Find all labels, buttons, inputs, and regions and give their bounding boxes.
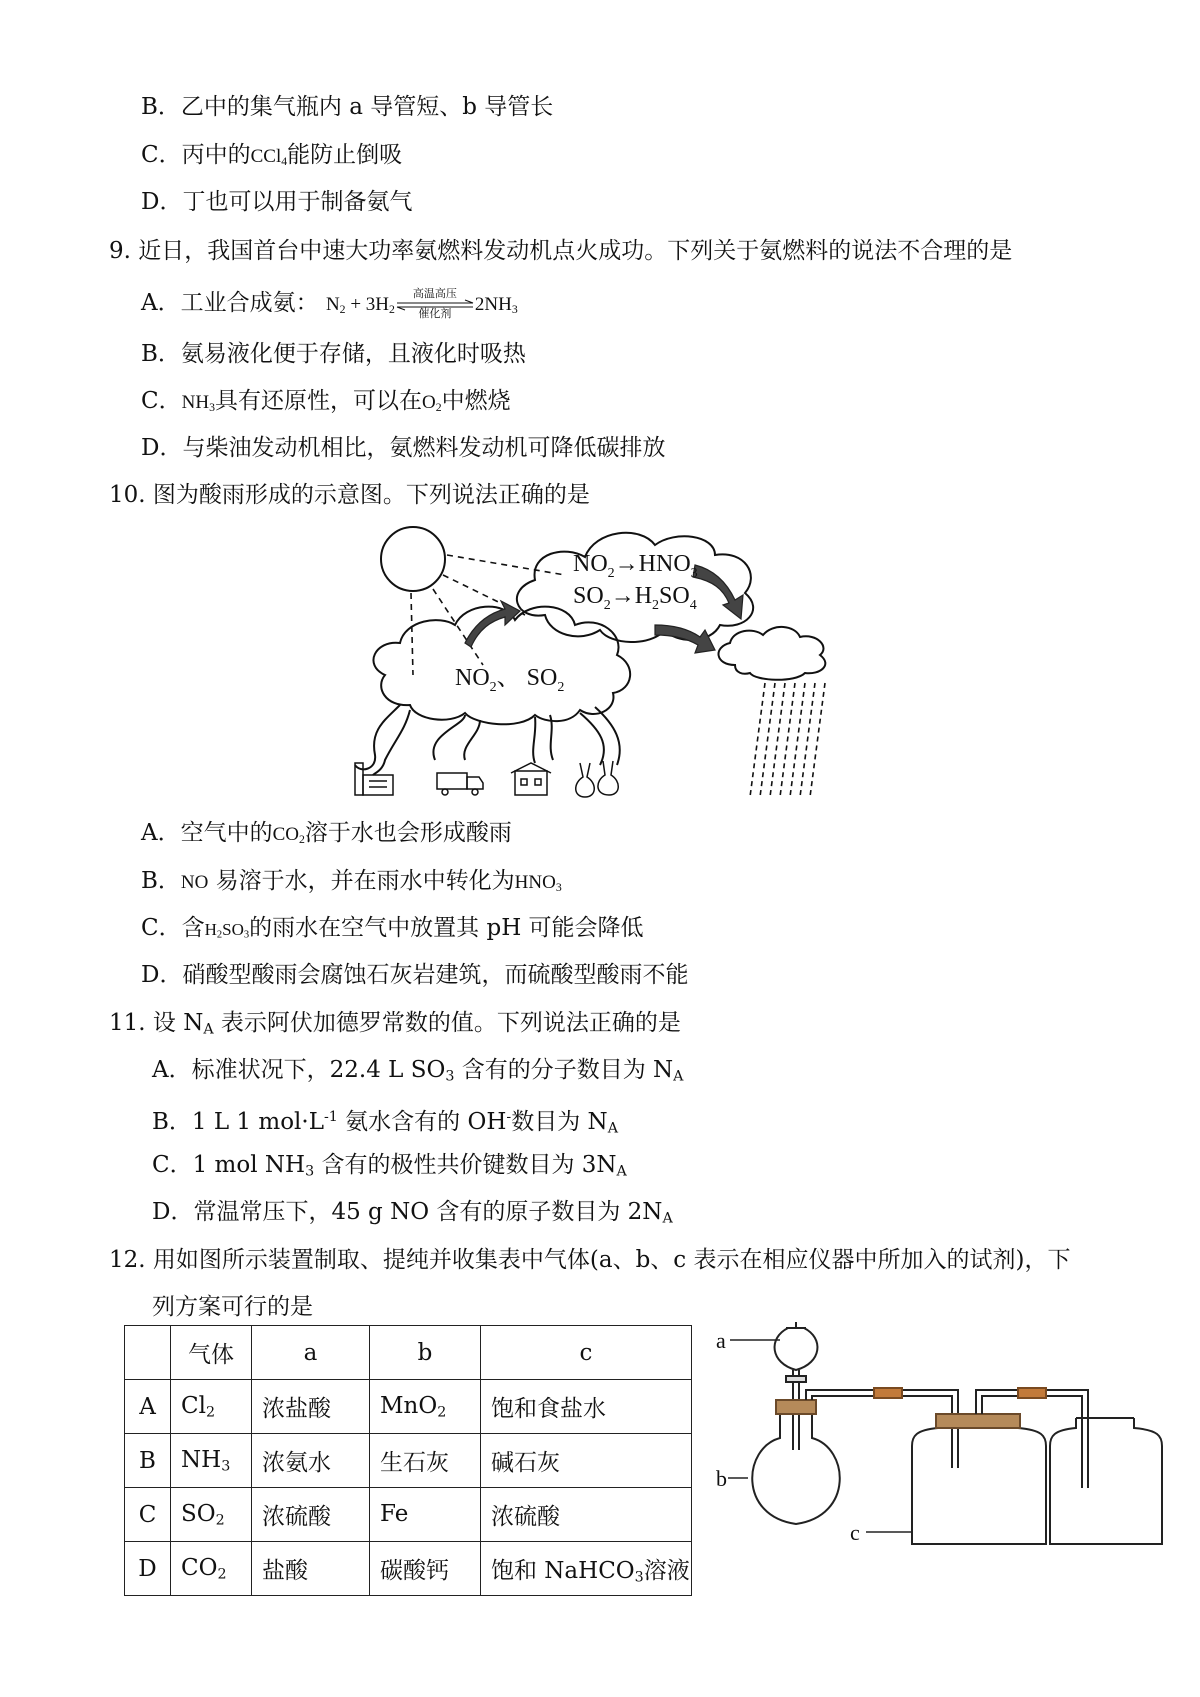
acid-rain-diagram (355, 525, 895, 800)
table-row: C $SO_2$ 浓硫酸 Fe 浓硫酸 (125, 1488, 692, 1542)
q11-option-a: A．标准状况下，22.4 L $SO_3$ 含有的分子数目为 $N_A$ (152, 1057, 684, 1085)
rain-lines (750, 683, 825, 797)
table-row: A $Cl_2$ 浓盐酸 MnO$_2$ 饱和食盐水 (125, 1380, 692, 1434)
q11-option-c: C．1 mol $NH_3$ 含有的极性共价键数目为 $3N_A$ (152, 1152, 627, 1180)
sun-icon (381, 527, 445, 591)
q10-option-d: D．硝酸型酸雨会腐蚀石灰岩建筑，而硫酸型酸雨不能 (141, 962, 689, 988)
q10-stem: 10. 图为酸雨形成的示意图。下列说法正确的是 (109, 482, 590, 508)
round-bottom-flask (752, 1400, 839, 1524)
arrow-up-icon (465, 601, 520, 647)
gas-apparatus-diagram (718, 1318, 1168, 1550)
q11-stem: 11. 设 $N_A$ 表示阿伏加德罗常数的值。下列说法正确的是 (109, 1010, 681, 1038)
q8-option-d: D．丁也可以用于制备氨气 (141, 189, 413, 215)
pollutants-label: $NO_2$、 $SO_2$ (455, 665, 565, 695)
wash-bottle (912, 1390, 1088, 1544)
truck-icon (437, 773, 483, 795)
q11-option-b: B．1 L 1 $mol\cdot L^{-1}$ 氨水含有的 OH-数目为 $N_A$ (152, 1108, 618, 1137)
collecting-bottle (1050, 1418, 1162, 1544)
q9-option-a: A．工业合成氨： $N_2 + 3H_2$ 高温高压 催化剂 $2NH_3$ (141, 287, 518, 320)
reaction-no2-label: $NO_2\to HNO_3$ (573, 551, 698, 581)
flask-icon (576, 761, 619, 797)
q10-option-a: A．空气中的$CO_2$溶于水也会形成酸雨 (141, 820, 512, 846)
q8-option-b: B．乙中的集气瓶内 a 导管短、b 导管长 (141, 94, 554, 120)
reaction-so2-label: $SO_2\to H_2SO_4$ (573, 583, 697, 613)
table-row: D $CO_2$ 盐酸 碳酸钙 饱和 NaHCO$_3$溶液 (125, 1542, 692, 1596)
rain-cloud (719, 627, 826, 680)
flask-stopper (776, 1400, 816, 1414)
rubber-connector (1018, 1388, 1046, 1398)
q10-option-b: B．NO 易溶于水，并在雨水中转化为$HNO_3$ (141, 868, 562, 894)
q12-stem: 12. 用如图所示装置制取、提纯并收集表中气体(a、b、c 表示在相应仪器中所加入的试剂)，下 (109, 1247, 1071, 1273)
q9-option-c: C．$NH_3$具有还原性，可以在$O_2$中燃烧 (141, 388, 511, 414)
table-header-row: 气体 a b c (125, 1326, 692, 1380)
rubber-connector (874, 1388, 902, 1398)
q11-option-d: D．常温常压下，45 g NO 含有的原子数目为 $2N_A$ (152, 1199, 673, 1227)
house-icon (511, 763, 551, 795)
q9-stem: 9. 近日，我国首台中速大功率氨燃料发动机点火成功。下列关于氨燃料的说法不合理的是 (109, 238, 1013, 264)
table-row: B $NH_3$ 浓氨水 生石灰 碱石灰 (125, 1434, 692, 1488)
label-b: b (716, 1466, 727, 1491)
q8-option-c: C．丙中的CCl$_4$能防止倒吸 (141, 142, 403, 168)
q10-option-c: C．含$H_2SO_3$的雨水在空气中放置其 pH 可能会降低 (141, 915, 644, 941)
ammonia-synthesis-equation: $N_2 + 3H_2$ 高温高压 催化剂 $2NH_3$ (325, 287, 518, 320)
q12-options-table (124, 1325, 692, 1596)
q12-stem-line2: 列方案可行的是 (152, 1294, 313, 1320)
factory-icon (355, 763, 393, 795)
arrow-down-icon (693, 565, 743, 619)
label-a: a (716, 1328, 726, 1353)
reversible-arrow: 高温高压 催化剂 (395, 291, 475, 321)
q9-option-b: B．氨易液化便于存储，且液化时吸热 (141, 341, 526, 367)
q9-option-d: D．与柴油发动机相比，氨燃料发动机可降低碳排放 (141, 435, 666, 461)
label-c: c (850, 1520, 860, 1545)
arrow-right-icon (655, 625, 715, 653)
